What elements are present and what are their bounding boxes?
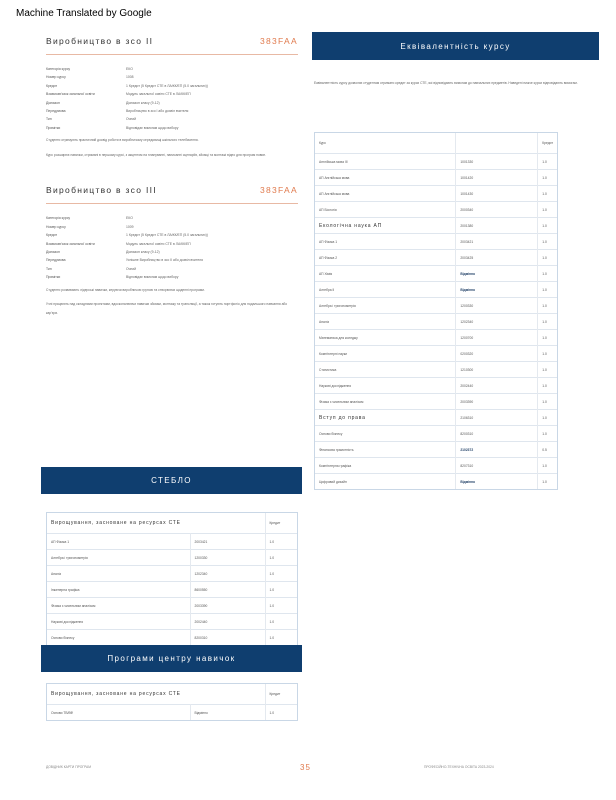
table-row: [47, 630, 297, 646]
cell-credit: 1.0: [265, 582, 297, 598]
cell-number: 1001420: [456, 170, 538, 186]
footer-right: ПРОФЕСІЙНО-ТЕХНІЧНА ОСВІТА 2023-2024: [424, 765, 494, 769]
course-details-production-iii: [46, 214, 298, 281]
cell-credit: 1.0: [538, 298, 557, 314]
cell-number: 1200330: [456, 298, 538, 314]
table-row: [315, 394, 557, 410]
field-value: Діапазон класу (9-12): [126, 250, 160, 255]
cell-course: АП Фізика 1: [315, 234, 456, 250]
table-row: [315, 314, 557, 330]
table-header-row: [47, 513, 297, 534]
cell-course: Комп'ютерна графіка: [315, 458, 456, 474]
cell-number: 1210300: [456, 362, 538, 378]
cell-number: 2003421: [190, 534, 265, 550]
centre-table: [46, 683, 298, 721]
cell-course: Цифровий дизайн: [315, 474, 456, 490]
cell-course: АП Фізика 2: [315, 250, 456, 266]
cell-credit: 1.0: [538, 330, 557, 346]
table-row: [47, 614, 297, 630]
table-row: [315, 170, 557, 186]
machine-translated-banner: Machine Translated by Google: [16, 8, 152, 19]
table-header-row: [47, 684, 297, 705]
field-label: Взаємозв'язок загальної освіти: [46, 241, 95, 246]
cell-course: Аналіз: [47, 566, 190, 582]
table-row: [315, 202, 557, 218]
cell-credit: 0.5: [538, 442, 557, 458]
cell-credit: 1.0: [265, 705, 297, 721]
table-row: [315, 346, 557, 362]
description-paragraph: Курс розширює навички, отримані в першому курсі, з акцентом на плануванні, написанні сценаріїв, зйомці та монтажі відео для програм новин.: [46, 152, 267, 157]
cell-course: Наукові дослідження: [315, 378, 456, 394]
cell-credit: 1.0: [265, 534, 297, 550]
centre-heading: Програми центру навичок: [107, 654, 236, 663]
table-row: [315, 282, 557, 298]
section-header-production-ii: [46, 36, 298, 55]
table-title: Вирощування, засноване на ресурсах СТЕ: [47, 684, 265, 705]
cell-credit: 1.0: [265, 550, 297, 566]
cell-number: 2000340: [456, 202, 538, 218]
cell-credit: 1.0: [538, 250, 557, 266]
cell-credit: 1.0: [538, 218, 557, 234]
field-value: Модуль загальної освіти СТЕ в ЛА/КК/ЕП: [126, 241, 191, 246]
table-row: [315, 154, 557, 170]
table-row: [47, 566, 297, 582]
table-row: [315, 266, 557, 282]
page-number: 35: [300, 763, 311, 772]
cell-course: Фізика з чисельним аналізом: [47, 598, 190, 614]
table-row: [315, 218, 557, 234]
cell-course: АП Фізика 1: [47, 534, 190, 550]
cell-credit: 1.0: [538, 394, 557, 410]
field-value: Успішне Виробництво в зсо II або дозвіл вчителя: [126, 258, 203, 263]
table-row: [315, 474, 557, 490]
cell-credit: 1.0: [538, 170, 557, 186]
field-value: 1009: [126, 224, 134, 229]
cell-number: 1001430: [456, 186, 538, 202]
field-label: Кредит: [46, 83, 58, 88]
cell-credit: 1.0: [538, 362, 557, 378]
table-row: [315, 378, 557, 394]
equivalence-heading: Еквівалентність курсу: [400, 41, 511, 51]
field-label: Кредит: [46, 233, 58, 238]
field-value: Діапазон класу (9-12): [126, 100, 160, 105]
cell-number: 2106310: [456, 410, 538, 426]
cell-number: 2002440: [456, 378, 538, 394]
cell-credit: 1.0: [538, 346, 557, 362]
cell-credit: 1.0: [538, 458, 557, 474]
centre-heading-bar: [41, 645, 302, 672]
field-label: Діапазон: [46, 250, 60, 255]
field-value: Виробництво в зсо I або дозвіл вчителя: [126, 109, 189, 114]
table-row: [315, 186, 557, 202]
field-label: Номер курсу: [46, 224, 66, 229]
field-value: ЕКО: [126, 216, 133, 221]
steblo-table: [46, 512, 298, 646]
course-code: 383FAA: [259, 36, 298, 46]
cell-course: Математика для коледжу: [315, 330, 456, 346]
cell-credit: 1.0: [265, 598, 297, 614]
field-value: Відповідає вимогам щодо вибору: [126, 125, 179, 130]
cell-credit: 1.0: [538, 314, 557, 330]
steblo-heading: СТЕБЛО: [151, 476, 192, 485]
table-row: [315, 330, 557, 346]
table-header-row: [315, 133, 557, 154]
cell-course: Вступ до права: [315, 410, 456, 426]
field-label: Примітки: [46, 275, 61, 280]
header-number: [456, 133, 538, 154]
cell-credit: 1.0: [538, 474, 557, 490]
field-label: Передумова: [46, 258, 66, 263]
header-course: Курс: [315, 133, 456, 154]
description-paragraph: Студенти розвивають лідерські навички, керуючи виробничою групою та створюючи щоденні програми.: [46, 287, 205, 292]
description-paragraph: Студенти отримують практичний досвід роботи в виробничому середовищі шкільного телебачення.: [46, 138, 199, 143]
field-value: 1 Кредит (5 Кредит СТЕ в ЛА/КК/ЕП (5.0 загальних)): [126, 83, 208, 88]
cell-number: 8200310: [190, 630, 265, 646]
cell-number: 2003390: [456, 394, 538, 410]
table-row: [315, 458, 557, 474]
table-row: [47, 550, 297, 566]
cell-course: Алгебра і тригонометрія: [315, 298, 456, 314]
table-row: [47, 534, 297, 550]
cell-course: Основи бізнесу: [315, 426, 456, 442]
header-credit: Кредит: [269, 692, 281, 696]
cell-credit: 1.0: [538, 266, 557, 282]
equivalence-heading-bar: [312, 32, 599, 60]
cell-number: 2001380: [456, 218, 538, 234]
table-row: [315, 234, 557, 250]
field-label: Категорія курсу: [46, 67, 71, 71]
table-row: [315, 362, 557, 378]
footer-left: ДОВІДНИК КАРТИ ПРОГРАМ: [46, 765, 91, 769]
course-code: 383FAA: [259, 185, 298, 196]
field-value: Очний: [126, 117, 137, 122]
cell-number: 1001330: [456, 154, 538, 170]
field-label: Передумова: [46, 109, 66, 114]
cell-number: 2102372: [456, 442, 538, 458]
cell-course: Англійська мова III: [315, 154, 456, 170]
table-row: [47, 705, 297, 721]
table-row: [47, 598, 297, 614]
cell-course: Інженерна графіка: [47, 582, 190, 598]
cell-course: АП Англійська мова: [315, 170, 456, 186]
cell-number: Відмінно: [456, 474, 538, 490]
cell-number: 8200310: [456, 426, 538, 442]
cell-number: 8600550: [190, 582, 265, 598]
header-credit: Кредит: [269, 521, 281, 525]
table-row: [315, 250, 557, 266]
left-column: [46, 36, 298, 323]
field-value: ЕКО: [126, 67, 133, 71]
cell-course: Основи бізнесу: [47, 630, 190, 646]
cell-course: АП Англійська мова: [315, 186, 456, 202]
cell-credit: 1.0: [538, 186, 557, 202]
description-paragraph: Учні працюють над складними проектами, вдосконалюючи навички зйомки, монтажу та трансляції, а також готують портфоліо для подальшого навчання або кар'єри.: [46, 302, 288, 315]
table-title: Вирощування, засноване на ресурсах СТЕ: [47, 513, 265, 534]
cell-credit: 1.0: [538, 154, 557, 170]
cell-number: 0200320: [456, 346, 538, 362]
table-row: [47, 582, 297, 598]
cell-number: Відмінно: [456, 282, 538, 298]
cell-number: 1202340: [190, 566, 265, 582]
field-label: Тип: [46, 266, 52, 271]
cell-number: 8207310: [456, 458, 538, 474]
table-row: [315, 298, 557, 314]
section-title: Виробництво в зсо III: [46, 185, 157, 196]
cell-number: Відмінно: [456, 266, 538, 282]
cell-number: 1200700: [456, 330, 538, 346]
cell-credit: 1.0: [265, 630, 297, 646]
field-label: Номер курсу: [46, 75, 66, 80]
header-credit: Кредит: [542, 141, 553, 145]
cell-credit: 1.0: [538, 202, 557, 218]
course-details-production-ii: [46, 65, 298, 132]
cell-number: 2003425: [456, 250, 538, 266]
cell-course: Фінансова грамотність: [315, 442, 456, 458]
cell-course: Аналіз: [315, 314, 456, 330]
cell-number: 2002440: [190, 614, 265, 630]
cell-course: Статистика: [315, 362, 456, 378]
equivalence-table: [314, 132, 558, 490]
field-value: 1008: [126, 75, 134, 80]
field-label: Діапазон: [46, 100, 60, 105]
field-label: Категорія курсу: [46, 216, 71, 221]
cell-course: Фізика з чисельним аналізом: [315, 394, 456, 410]
cell-number: 2003421: [456, 234, 538, 250]
field-label: Тип: [46, 117, 52, 122]
cell-course: Основи ТВ/ВФ: [47, 705, 190, 721]
section-header-production-iii: [46, 185, 298, 204]
cell-credit: 1.0: [538, 378, 557, 394]
field-value: Модуль загальної освіти СТЕ в ЛА/КК/ЕП: [126, 92, 191, 97]
field-value: 1 Кредит (5 Кредит СТЕ в ЛА/КК/ЕП (5.0 загальних)): [126, 233, 208, 238]
cell-credit: 1.0: [538, 410, 557, 426]
section-title: Виробництво в зсо II: [46, 36, 154, 46]
cell-credit: 1.0: [538, 282, 557, 298]
table-row: [315, 442, 557, 458]
table-row: [315, 426, 557, 442]
steblo-heading-bar: [41, 467, 302, 494]
cell-number: 1202340: [456, 314, 538, 330]
cell-number: 2003390: [190, 598, 265, 614]
cell-credit: 1.0: [538, 234, 557, 250]
cell-course: АП Біологія: [315, 202, 456, 218]
course-description-production-iii: [46, 286, 298, 318]
cell-course: Алгебра II: [315, 282, 456, 298]
cell-credit: 1.0: [265, 566, 297, 582]
cell-credit: 1.0: [538, 426, 557, 442]
cell-course: АП Хімія: [315, 266, 456, 282]
field-label: Примітки: [46, 125, 61, 130]
cell-course: Екологічна наука АП: [315, 218, 456, 234]
field-label: Взаємозв'язок загальної освіти: [46, 92, 95, 97]
cell-number: Відмінно: [190, 705, 265, 721]
equivalence-intro: Еквівалентність курсу дозволяє студентам отримати кредит за курси СТЕ, які відповідають вимогам до навчальних предметів. Наведені нижче курси відповідають вимогам.: [314, 81, 578, 85]
table-row: [315, 410, 557, 426]
field-value: Відповідає вимогам щодо вибору: [126, 275, 179, 280]
cell-number: 1200330: [190, 550, 265, 566]
cell-credit: 1.0: [265, 614, 297, 630]
field-value: Очний: [126, 266, 137, 271]
cell-course: Алгебра і тригонометрія: [47, 550, 190, 566]
cell-course: Наукові дослідження: [47, 614, 190, 630]
course-description-production-ii: [46, 136, 298, 159]
cell-course: Комп'ютерні науки: [315, 346, 456, 362]
